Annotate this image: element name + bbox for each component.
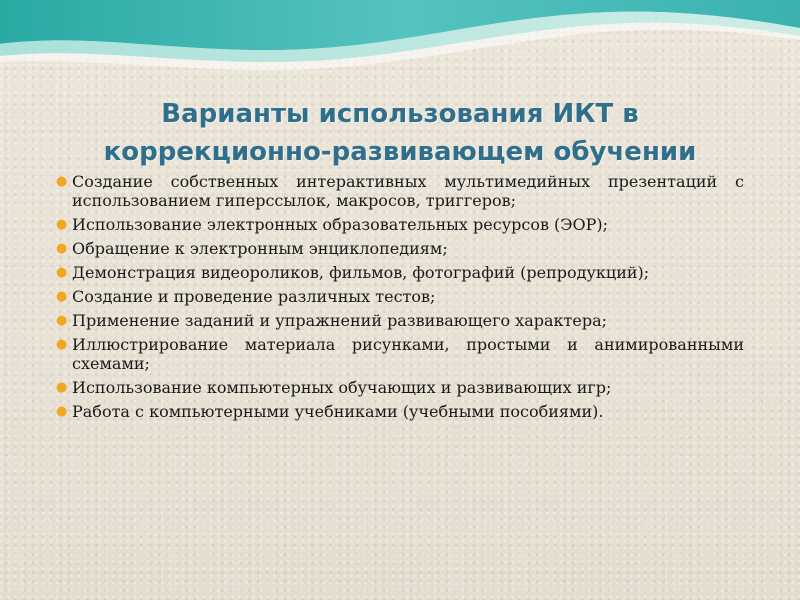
list-item-text: Создание собственных интерактивных мультимедийных презентаций с использованием гиперссылок, макросов, триггеров; bbox=[72, 172, 744, 210]
list-item-text: Использование электронных образовательных ресурсов (ЭОР); bbox=[72, 215, 609, 234]
list-item bbox=[56, 172, 744, 210]
list-item bbox=[56, 287, 744, 306]
list-item bbox=[56, 311, 744, 330]
list-item-text: Демонстрация видеороликов, фильмов, фотографий (репродукций); bbox=[72, 263, 650, 282]
list-item bbox=[56, 263, 744, 282]
bullet-icon: ● bbox=[56, 265, 68, 280]
bullet-icon: ● bbox=[56, 289, 68, 304]
slide-title bbox=[40, 95, 760, 171]
bullet-list bbox=[56, 172, 744, 426]
bullet-icon: ● bbox=[56, 217, 68, 232]
bullet-icon: ● bbox=[56, 313, 68, 328]
list-item bbox=[56, 239, 744, 258]
slide-title-line-1: Варианты использования ИКТ в bbox=[161, 99, 639, 130]
list-item bbox=[56, 215, 744, 234]
slide-title-line-2: коррекционно-развивающем обучении bbox=[103, 137, 697, 168]
list-item-text: Обращение к электронным энциклопедиям; bbox=[72, 239, 448, 258]
list-item bbox=[56, 402, 744, 421]
list-item-text: Использование компьютерных обучающих и развивающих игр; bbox=[72, 378, 612, 397]
bullet-icon: ● bbox=[56, 404, 68, 419]
list-item-text: Применение заданий и упражнений развивающего характера; bbox=[72, 311, 607, 330]
bullet-icon: ● bbox=[56, 241, 68, 256]
bullet-icon: ● bbox=[56, 337, 68, 352]
bullet-icon: ● bbox=[56, 380, 68, 395]
list-item bbox=[56, 335, 744, 373]
list-item-text: Иллюстрирование материала рисунками, простыми и анимированными схемами; bbox=[72, 335, 744, 373]
list-item-text: Создание и проведение различных тестов; bbox=[72, 287, 436, 306]
bullet-icon: ● bbox=[56, 174, 68, 189]
decorative-waves bbox=[0, 0, 800, 80]
list-item bbox=[56, 378, 744, 397]
list-item-text: Работа с компьютерными учебниками (учебными пособиями). bbox=[72, 402, 604, 421]
